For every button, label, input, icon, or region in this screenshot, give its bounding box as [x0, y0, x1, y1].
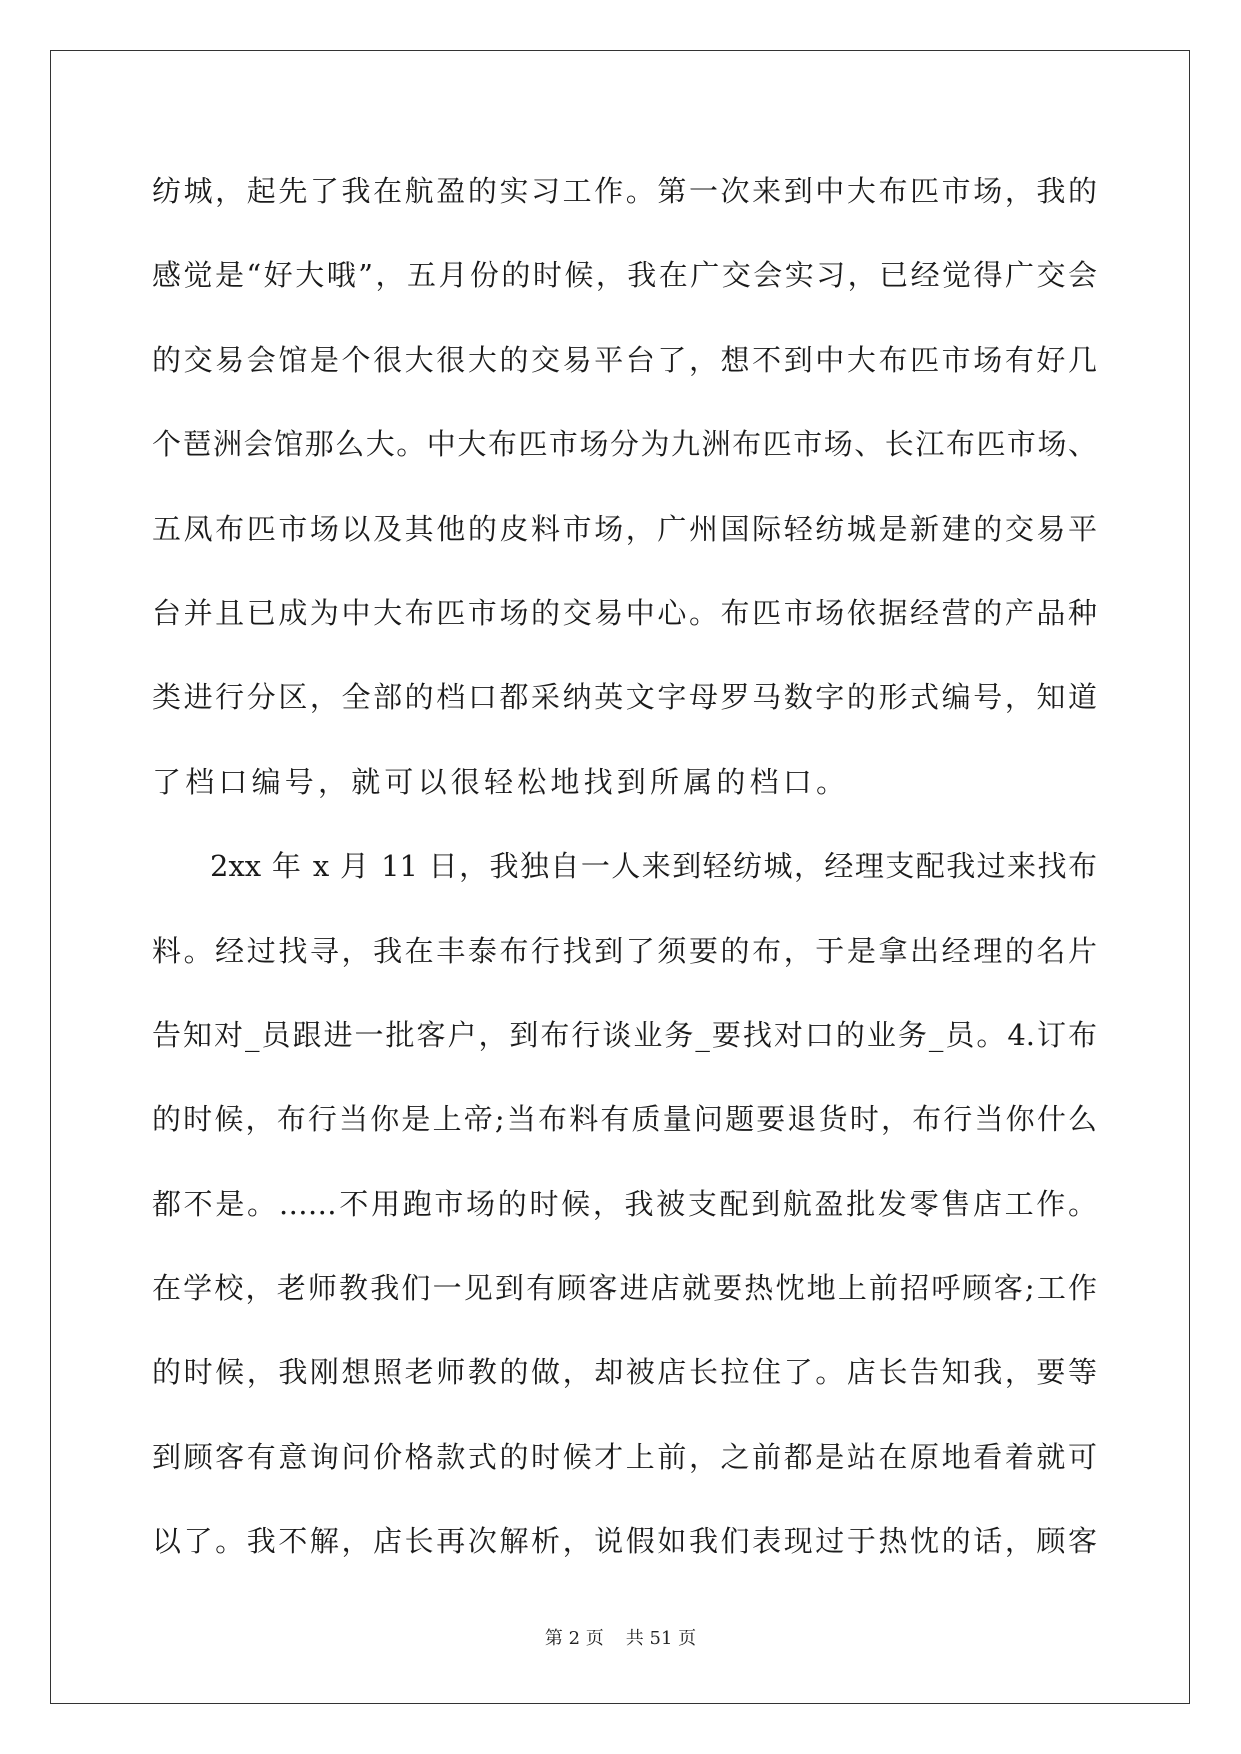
text-line: 了档口编号，就可以很轻松地找到所属的档口。 [152, 764, 850, 799]
text-line: 的时候，布行当你是上帝;当布料有质量问题要退货时，布行当你什么 [152, 1102, 1097, 1137]
text-line: 感觉是“好大哦”，五月份的时候，我在广交会实习，已经觉得广交会 [152, 258, 1097, 293]
body-text [152, 162, 1097, 1597]
text-line: 的交易会馆是个很大很大的交易平台了，想不到中大布匹市场有好几 [152, 342, 1097, 377]
text-line: 个琶洲会馆那么大。中大布匹市场分为九洲布匹市场、长江布匹市场、 [152, 427, 1097, 462]
text-line: 都不是。……不用跑市场的时候，我被支配到航盈批发零售店工作。 [152, 1186, 1097, 1221]
page-footer [0, 1624, 1241, 1650]
text-line: 纺城，起先了我在航盈的实习工作。第一次来到中大布匹市场，我的 [152, 174, 1097, 208]
text-line: 以了。我不解，店长再次解析，说假如我们表现过于热忱的话，顾客 [152, 1524, 1097, 1559]
text-line: 台并且已成为中大布匹市场的交易中心。布匹市场依据经营的产品种 [152, 595, 1097, 630]
text-line: 五凤布匹市场以及其他的皮料市场，广州国际轻纺城是新建的交易平 [152, 511, 1097, 546]
text-line: 告知对_员跟进一批客户，到布行谈业务_要找对口的业务_员。4.订布 [152, 1017, 1097, 1052]
page-number: 第 2 页 [544, 1628, 604, 1649]
text-line: 的时候，我刚想照老师教的做，却被店长拉住了。店长告知我，要等 [152, 1355, 1097, 1390]
text-line: 到顾客有意询问价格款式的时候才上前，之前都是站在原地看着就可 [152, 1439, 1097, 1474]
page-total: 共 51 页 [625, 1628, 697, 1649]
text-line: 料。经过找寻，我在丰泰布行找到了须要的布，于是拿出经理的名片 [152, 933, 1097, 968]
paragraph-start-line: 2xx 年 x 月 11 日，我独自一人来到轻纺城，经理支配我过来找布 [210, 849, 1097, 884]
text-line: 在学校，老师教我们一见到有顾客进店就要热忱地上前招呼顾客;工作 [152, 1271, 1097, 1306]
text-line: 类进行分区，全部的档口都采纳英文字母罗马数字的形式编号，知道 [152, 680, 1097, 715]
